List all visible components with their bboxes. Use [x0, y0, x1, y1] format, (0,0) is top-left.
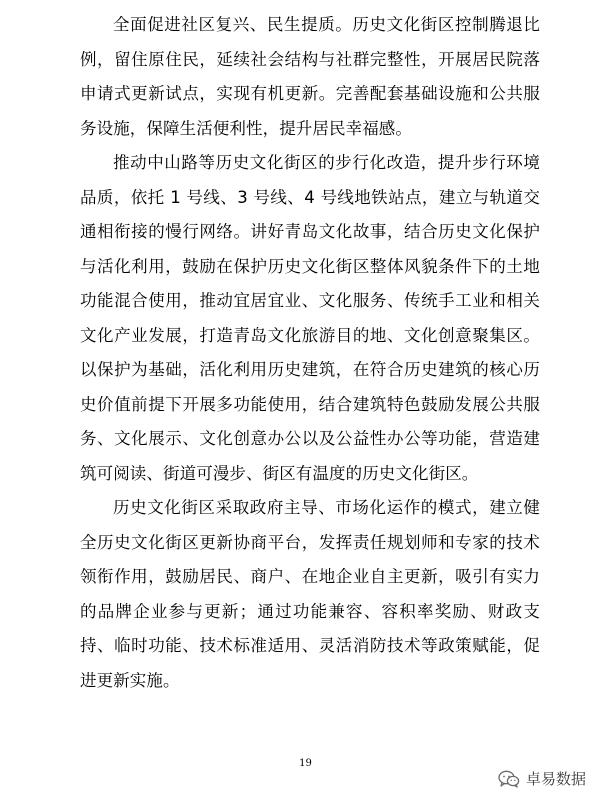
- wechat-icon: [498, 770, 520, 788]
- body-text: [80, 8, 540, 698]
- watermark: [498, 768, 586, 789]
- paragraph-community-revival: 全面促进社区复兴、民生提质。历史文化街区控制腾退比例，留住原住民，延续社会结构与社群完整性，开展居民院落申请式更新试点，实现有机更新。完善配套基础设施和公共服务设施，保障生活便利性，提升居民幸福感。: [80, 15, 540, 138]
- paragraph-government-led-model: 历史文化街区采取政府主导、市场化运作的模式，建立健全历史文化街区更新协商平台，发挥责任规划师和专家的技术领衔作用，鼓励居民、商户、在地企业自主更新，吸引有实力的品牌企业参与更新；通过功能兼容、容积率奖励、财政支持、临时功能、技术标准适用、灵活消防技术等政策赋能，促进更新实施。: [80, 498, 540, 690]
- page-number: 19: [299, 758, 312, 769]
- watermark-text: 卓易数据: [526, 770, 587, 788]
- paragraph-pedestrian-renovation: 推动中山路等历史文化街区的步行化改造，提升步行环境品质，依托 1 号线、3 号线、4 号线地铁站点，建立与轨道交通相衔接的慢行网络。讲好青岛文化故事，结合历史文化保护与活化利用，鼓励在保护历史文化街区整体风貌条件下的土地功能混合使用，推动宜居宜业、文化服务、传统手工业和相关文化产业发展，打造青岛文化旅游目的地、文化创意聚集区。以保护为基础，活化利用历史建筑，在符合历史建筑的核心历史价值前提下开展多功能使用，结合建筑特色鼓励发展公共服务、文化展示、文化创意办公以及公益性办公等功能，营造建筑可阅读、街道可漫步、街区有温度的历史文化街区。: [80, 153, 540, 483]
